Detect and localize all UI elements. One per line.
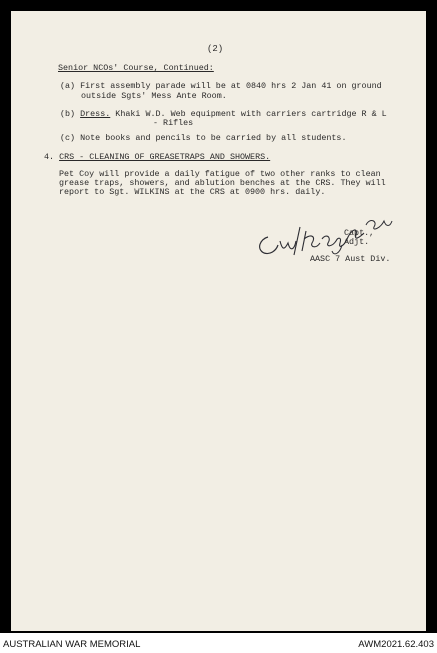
item-b-text: Khaki W.D. Web equipment with carriers cartridge R & L [110,109,387,119]
item-a-line1: (a) First assembly parade will be at 0840 hrs 2 Jan 41 on ground [60,81,382,91]
item-b-line1 [60,109,387,119]
item-b-dress-label: Dress. [80,109,111,119]
footer-bar [0,633,437,653]
section-4-line3: report to Sgt. WILKINS at the CRS at 0900 hrs. daily. [59,187,326,197]
section-4-line2: grease traps, showers, and ablution benches at the CRS. They will [59,178,386,188]
signature-rank: Capt., [344,228,375,238]
page-number: (2) [207,44,224,54]
document-page [11,11,426,631]
item-b-line2: - Rifles [153,118,194,128]
item-b-label: (b) [60,109,81,119]
signature-appointment: Adjt. [344,237,370,247]
section-4-line1: Pet Coy will provide a daily fatigue of two other ranks to clean [59,169,381,179]
item-c-line1: (c) Note books and pencils to be carried by all students. [60,133,347,143]
signature-unit: AASC 7 Aust Div. [310,254,391,264]
section-4-heading [44,152,270,162]
section-heading: Senior NCOs' Course, Continued: [58,63,214,73]
footer-accession-number: AWM2021.62.403 [358,639,434,650]
section-4-title: CRS - CLEANING OF GREASETRAPS AND SHOWERS. [59,152,271,162]
item-a-line2: outside Sgts' Mess Ante Room. [81,91,227,101]
section-4-number: 4. [44,152,60,162]
footer-collection: AUSTRALIAN WAR MEMORIAL [3,639,141,650]
